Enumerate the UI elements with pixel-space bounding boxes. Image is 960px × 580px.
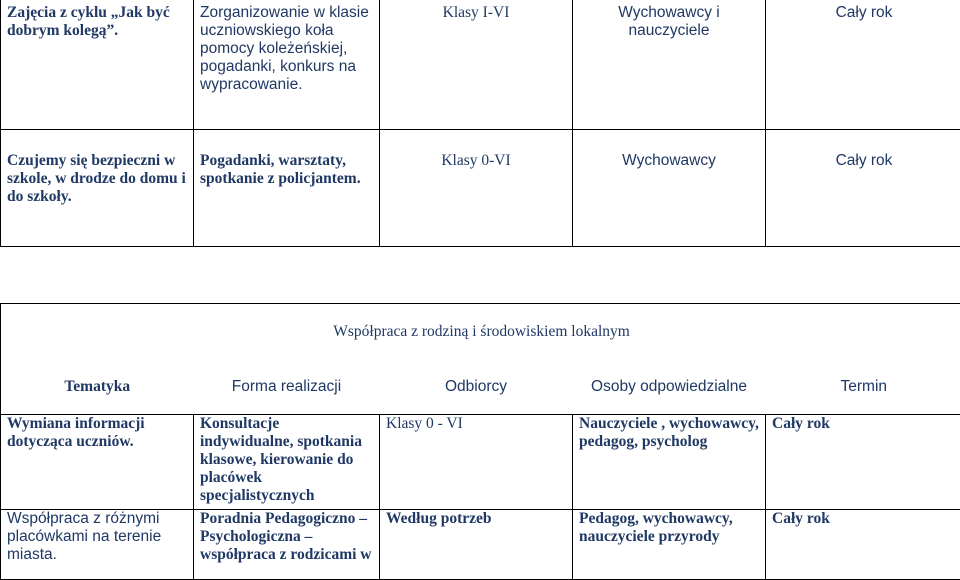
cell-forma: Konsultacje indywidualne, spotkania klasowe, kierowanie do placówek specjalistycznych xyxy=(194,415,380,510)
cell-osoby: Wychowawcy i nauczyciele xyxy=(573,0,766,130)
cell-osoby: Wychowawcy xyxy=(573,130,766,247)
activities-table-bottom xyxy=(0,414,960,580)
cell-odbiorcy: Klasy I-VI xyxy=(380,0,573,130)
cell-tematyka: Zajęcia z cyklu „Jak być dobrym kolegą”. xyxy=(1,0,194,130)
table-row xyxy=(1,415,960,510)
header-termin: Termin xyxy=(766,360,960,415)
cell-odbiorcy: Według potrzeb xyxy=(380,510,573,580)
table-row xyxy=(1,510,960,580)
cell-forma: Pogadanki, warsztaty, spotkanie z policjantem. xyxy=(194,130,380,247)
table-row xyxy=(1,0,960,130)
section-title: Współpraca z rodziną i środowiskiem lokalnym xyxy=(1,304,960,360)
cell-termin: Cały rok xyxy=(766,0,960,130)
column-header-row xyxy=(1,360,960,415)
cell-forma: Poradnia Pedagogiczno – Psychologiczna – współpraca z rodzicami w xyxy=(194,510,380,580)
section-header-table xyxy=(0,303,960,415)
header-tematyka: Tematyka xyxy=(1,360,194,415)
cell-tematyka: Współpraca z różnymi placówkami na terenie miasta. xyxy=(1,510,194,580)
header-odbiorcy: Odbiorcy xyxy=(380,360,573,415)
activities-table-top xyxy=(0,0,960,247)
cell-tematyka: Czujemy się bezpieczni w szkole, w drodze do domu i do szkoły. xyxy=(1,130,194,247)
cell-termin: Cały rok xyxy=(766,415,960,510)
section-title-row xyxy=(1,304,960,360)
cell-termin: Cały rok xyxy=(766,510,960,580)
cell-tematyka: Wymiana informacji dotycząca uczniów. xyxy=(1,415,194,510)
table-row xyxy=(1,130,960,247)
cell-odbiorcy: Klasy 0-VI xyxy=(380,130,573,247)
cell-forma: Zorganizowanie w klasie uczniowskiego koła pomocy koleżeńskiej, pogadanki, konkurs na wypracowanie. xyxy=(194,0,380,130)
cell-osoby: Pedagog, wychowawcy, nauczyciele przyrody xyxy=(573,510,766,580)
header-osoby: Osoby odpowiedzialne xyxy=(573,360,766,415)
cell-termin: Cały rok xyxy=(766,130,960,247)
header-forma: Forma realizacji xyxy=(194,360,380,415)
cell-osoby: Nauczyciele , wychowawcy, pedagog, psycholog xyxy=(573,415,766,510)
cell-odbiorcy: Klasy 0 - VI xyxy=(380,415,573,510)
